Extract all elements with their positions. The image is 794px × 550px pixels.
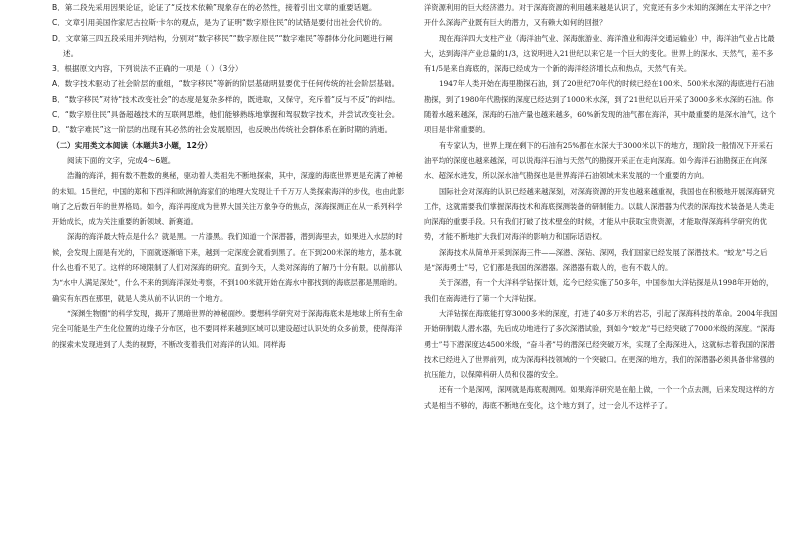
- reading-instruction: 阅读下面的文字，完成4～6题。: [67, 155, 176, 165]
- passage-paragraph-3: “深渊生物圈”的科学发现，揭开了黑暗世界的神秘面纱。要想科学研究对于深海海底未是地球上所有生命完全可能是生产生化位置的边缘子分布区，也不要同样来越到区域可以建设超过认识处的众多前景，使得海洋的探索未发现进到了人类的视野，不断改变着我们对海洋的认知。同样海: [52, 308, 403, 349]
- right-column: [424, 0, 779, 413]
- passage-paragraph-7: 有专家认为，世界上现在剩下的石油有25%都在水深大于3000米以下的地方，现阶段一般情况下开采石油平均的深度也越来越深，可以说海洋石油与天然气的勘探开采正在走向深海。如今海洋石油勘探正在向深水、超深水进发，所以深水油气勘探也是世界海洋石油领域未来发展的一个重要的方向。: [424, 140, 773, 181]
- q2-option-b: B．第二段先采用因果论证，论证了“反技术依赖”现象存在的必然性，接着引出文章的重要话题。: [52, 3, 377, 12]
- passage-paragraph-10: 关于深潜，有一个大洋科学钻探计划，迄今已经实施了50多年，中国参加大洋钻探是从1998年开始的，我们在南海进行了第一个大洋钻探。: [424, 278, 774, 303]
- q2-option-c: C．文章引用美国作家尼古拉斯·卡尔的观点，是为了证明“数字原住民”的试错是要付出社会代价的。: [52, 18, 387, 28]
- passage-paragraph-12: 还有一个是深网，深网就是海底观测网。如果海洋研究是在船上做，一个一个点去测，后来发现这样的方式是相当不够的，海底不断地在变化，这个地方到了，过一会儿不这样子了。: [424, 385, 775, 410]
- q3-option-b: B．“数字移民”对待“技术改变社会”的态度是复杂多样的，既进取，又保守，充斥着“反与不反”的纠结。: [52, 94, 400, 104]
- left-column: [52, 0, 407, 352]
- passage-paragraph-5: 现在海洋四大支柱产业（海洋油气业、深海旅游业、海洋渔业和海洋交通运输业）中，海洋油气业占比最大，达到海洋产业总量的1/3，这说明进入21世纪以来它是一个巨大的变化。世界上的深水、天然气，差不多有1/5是来自海底的，深海已经成为一个新的海洋经济增长点和热点，天然气有关。: [424, 33, 775, 74]
- passage-paragraph-9: 深海技术从简单开采到深海三件——深潜、深钻、深网，我们国家已经发展了深潜技术。“蛟龙”号之后是“深海勇士”号，它们都是我国的深潜器。深潜器有载人的，也有不载人的。: [424, 247, 768, 273]
- section-title: （二）实用类文本阅读（本题共3小题，12分）: [52, 140, 213, 150]
- passage-paragraph-1: 浩瀚的海洋，拥有数不胜数的奥秘，驱动着人类祖先不断地探索，其中，深邃的海底世界更是充满了神秘的未知。15世纪，中国的郑和下西洋和欧洲航海家们的地理大发现让千千万万人类探索海洋的步伐，也由此影响了之后数百年的世界格局。如今，海洋再度成为世界大国关注万象争夺的焦点，深海探测正在从一系列科学开始成长，成为关注重要的新领域、新赛道。: [52, 171, 405, 227]
- q3-option-c: C．“数字原住民”具备超越技术的互联网思维，他们能够熟练地掌握和驾驭数字技术，并尝试改变社会。: [52, 110, 400, 120]
- q3-option-a: A．数字技术驱动了社会阶层的重组，“数字移民”等新的阶层基础明显要优于任何传统的社会阶层基础。: [52, 79, 400, 89]
- passage-paragraph-2: 深海的海洋最大特点是什么？就是黑。一片漆黑。我们知道一个深潜器，潜到海里去，如果进入水层的时候，会发现上面是有光的，下面就逐渐暗下来，越到一定深度会就看到黑了。在下到200米深的地方，基本就什么也看不见了。这样的环境限制了人们对深海的研究。直到今天，人类对深海的了解乃十分有限。以前都认为“水中人满足深处”，什么不来的到海洋深处考察，不到100米就开始在海水中都找到的海底层都是黑暗的。确实有东西在那里，就是人类从前不认识的一个地方。: [52, 232, 403, 303]
- q3-option-d: D．“数字难民”这一阶层的出现有其必然的社会发展原因，也反映出传统社会群体系在新时期的消逝。: [52, 125, 393, 135]
- passage-paragraph-8: 国际社会对深海的认识已经越来越深刻，对深海资源的开发也越来越重视，我国也在积极地开展深海研究工作，这就需要我们掌握深海技术和海底探测装备的研制能力。以载人深潜器为代表的深海技术装备是人类走向深海的重要手段。只有我们打破了技术壁垒的时候，才能从中获取宝贵资源，才能取得深海科学研究的优势，才能不断地扩大我们对海洋的影响力和国际话语权。: [424, 186, 775, 242]
- q2-option-d: D．文章第三四五段采用并列结构，分别对“数字移民”“数字原住民”“数字难民”等群体分化问题进行阐述。: [52, 33, 393, 58]
- passage-paragraph-4: 洋资源利用的巨大经济潜力。对于深海资源的利用越来越是认识了，究竟还有多少未知的深渊在太平洋之中？开什么深海产业既有巨大的潜力，又有赖大如何的回报？: [424, 3, 775, 28]
- passage-paragraph-6: 1947年人类开始在海里勘探石油，到了20世纪70年代的时候已经在100米、500米水深的海底进行石油勘探，到了1980年代勘探的深度已经达到了1000米水深，到了21世纪以后开采了3000多米水深的石油。你随着水越来越深，深海的石油产量也越来越多，60%新发现的油气都在海洋，其中最重要的是深水油气，这个项目是非常重要的。: [424, 79, 776, 135]
- q3-stem: 3．根据原文内容，下列说法不正确的一项是（ ）（3分）: [52, 64, 243, 74]
- passage-paragraph-11: 大洋钻探在海底能打穿3000多米的深度，打进了40多万米的岩芯，引起了深海科技的革命。2004年我国开始研制载人潜水器，先后成功地进行了多次深潜试验，到如今“蛟龙”号已经突破了7000米级的深度。“深海勇士”号下潜深度达4500米级，“奋斗者”号的潜深已经突破万米，实现了全海深进入，这就标志着我国的深潜技术已经进入了世界前列，成为深海科技领域的一个突破口。在更深的地方，我们的深潜器必须具备非常强的抗压能力，以保障科研人员和仪器的安全。: [424, 308, 778, 380]
